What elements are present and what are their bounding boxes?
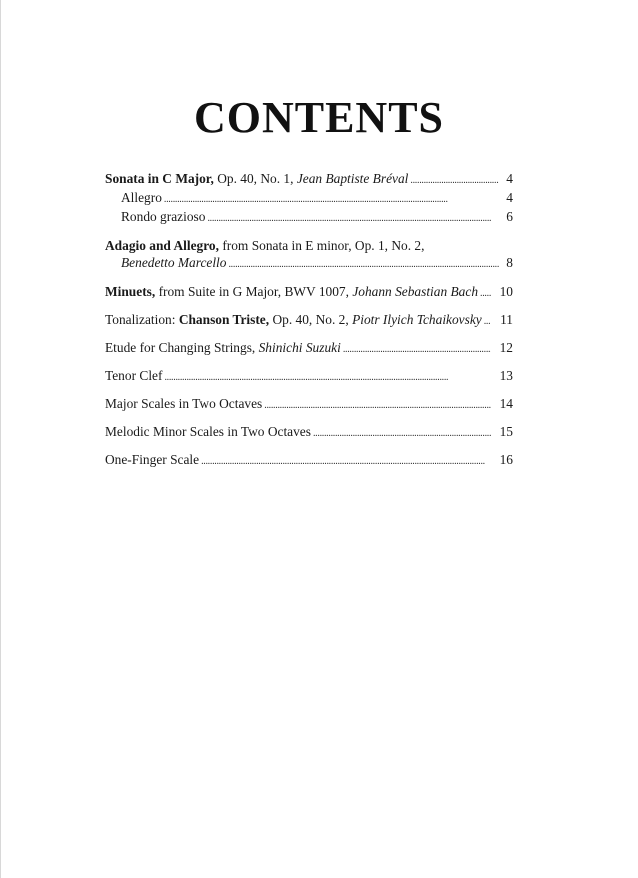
page-number: 16 (499, 452, 513, 467)
entry-text: One-Finger Scale (105, 452, 200, 467)
toc-subentry-allegro[interactable] (105, 189, 513, 208)
toc-entry-melodic-minor-scales[interactable] (105, 423, 513, 442)
page-number: 11 (500, 312, 513, 327)
toc-entry-tenor-clef[interactable] (105, 367, 513, 386)
entry-text: Etude for Changing Strings, Shinichi Suzuki (105, 340, 341, 355)
dot-leader (410, 170, 499, 189)
toc-subentry-rondo[interactable] (105, 208, 513, 227)
toc-entry-adagio[interactable] (105, 237, 513, 273)
dot-leader (264, 395, 491, 414)
dot-leader (164, 189, 499, 208)
composer: Benedetto Marcello (121, 255, 227, 270)
entry-text: Major Scales in Two Octaves (105, 396, 263, 411)
dot-leader (313, 423, 491, 442)
entry-text: Tenor Clef (105, 368, 163, 383)
entry-text: Allegro (121, 190, 162, 205)
dot-leader (207, 208, 499, 227)
entry-text: Melodic Minor Scales in Two Octaves (105, 424, 311, 439)
entry-text: Adagio and Allegro, from Sonata in E minor, Op. 1, No. 2, (105, 238, 425, 253)
page-number: 4 (506, 171, 513, 186)
dot-leader (343, 339, 491, 358)
dot-leader (201, 451, 491, 470)
page-title: CONTENTS (193, 93, 445, 142)
dot-leader (164, 367, 491, 386)
toc-entry-sonata[interactable] (105, 170, 513, 189)
entry-text: Rondo grazioso (121, 209, 206, 224)
toc-entry-major-scales[interactable] (105, 395, 513, 414)
toc-entry-tonalization[interactable] (105, 311, 513, 330)
page-number: 8 (506, 255, 513, 270)
toc-entry-one-finger-scale[interactable] (105, 451, 513, 470)
page-number: 14 (499, 396, 513, 411)
page-number: 4 (506, 190, 513, 205)
toc-entry-etude[interactable] (105, 339, 513, 358)
page-number: 15 (499, 424, 513, 439)
page-number: 6 (506, 209, 513, 224)
entry-text: Tonalization: Chanson Triste, Op. 40, No. 2, Piotr Ilyich Tchaikovsky (105, 312, 482, 327)
entry-continuation (105, 254, 513, 273)
table-of-contents (105, 170, 513, 470)
dot-leader (480, 283, 491, 302)
entry-text: Minuets, from Suite in G Major, BWV 1007, Johann Sebastian Bach (105, 284, 479, 299)
dot-leader (484, 311, 491, 330)
page-number: 13 (499, 368, 513, 383)
dot-leader (228, 254, 499, 273)
page-number: 12 (499, 340, 513, 355)
entry-text: Sonata in C Major, Op. 40, No. 1, Jean Baptiste Bréval (105, 171, 409, 186)
toc-entry-minuets[interactable] (105, 283, 513, 302)
page-number: 10 (499, 284, 513, 299)
